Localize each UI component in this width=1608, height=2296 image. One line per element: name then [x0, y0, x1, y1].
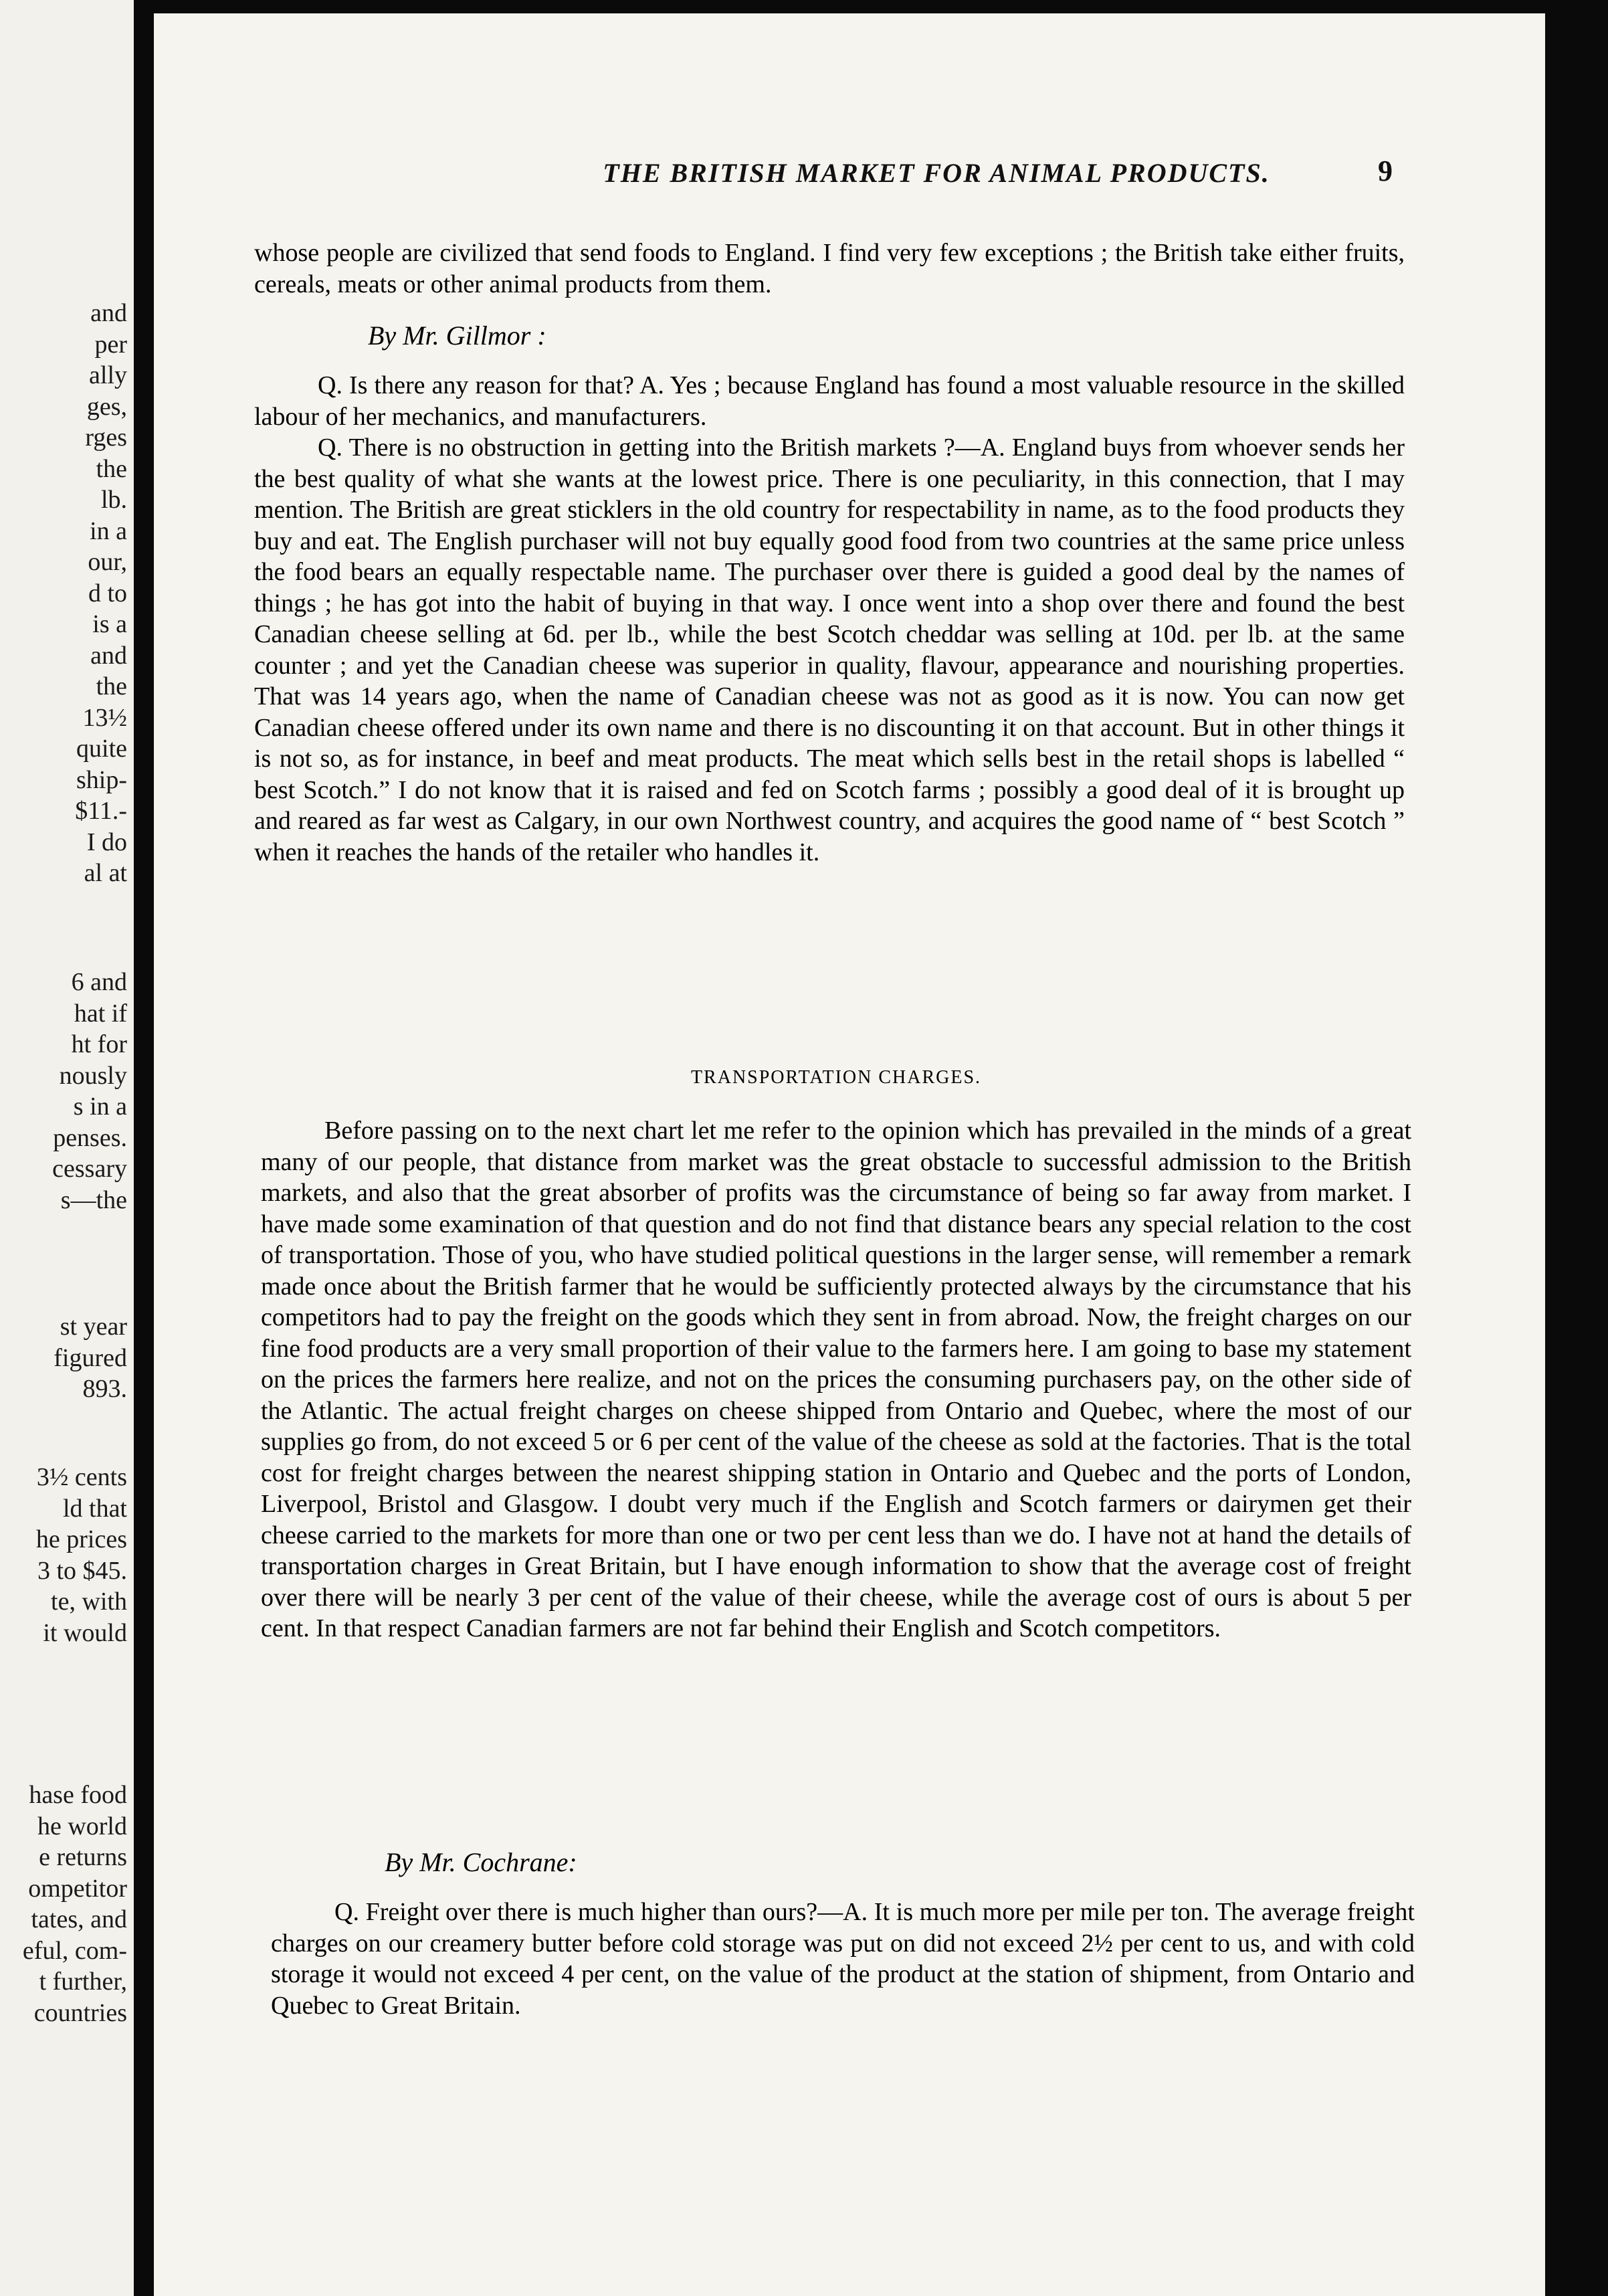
speaker-cochrane: By Mr. Cochrane:	[385, 1847, 577, 1877]
left-fragment-line: figured	[54, 1343, 127, 1372]
left-fragment-line: I do	[86, 828, 127, 856]
right-edge	[1545, 0, 1608, 2296]
intro-paragraph: whose people are civilized that send foods to England. I find very few exceptions ; the British take either fruits, cereals, meats or other animal products from them.	[254, 239, 1405, 298]
section-heading: TRANSPORTATION CHARGES.	[690, 1067, 982, 1088]
left-fragment-line: 13½	[82, 703, 127, 732]
left-fragment-line: cessary	[52, 1155, 127, 1183]
left-page-fragment	[0, 0, 134, 2296]
left-fragment-line: $11.-	[75, 797, 127, 825]
left-fragment-line: he world	[37, 1812, 127, 1840]
left-fragment-line: our,	[88, 548, 127, 576]
left-fragment-line: s in a	[73, 1092, 127, 1121]
left-fragment-line: hase food	[29, 1781, 127, 1809]
text-block-top	[254, 237, 1405, 868]
left-fragment-line: eful, com-	[22, 1936, 127, 1965]
left-fragment-line: and	[90, 299, 127, 327]
left-fragment-line: ges,	[86, 392, 127, 421]
left-fragment-line: ship-	[76, 765, 127, 794]
left-fragment-line: e returns	[39, 1843, 127, 1871]
left-fragment-line: st year	[60, 1313, 127, 1341]
page-gutter	[134, 0, 154, 2296]
page-number: 9	[1378, 155, 1393, 187]
left-fragment-line: hat if	[74, 999, 127, 1028]
left-fragment-line: is a	[92, 610, 127, 638]
text-block-bottom	[271, 1826, 1415, 2021]
left-fragment-line: rges	[85, 423, 127, 452]
speaker-gillmor: By Mr. Gillmor :	[368, 320, 546, 351]
left-fragment-line: t further,	[39, 1968, 127, 1996]
left-fragment-line: the	[96, 672, 127, 700]
left-fragment-line: d to	[88, 579, 127, 607]
left-fragment-line: penses.	[53, 1123, 127, 1152]
left-fragment-line: it would	[43, 1618, 127, 1647]
left-fragment-line: 3 to $45.	[37, 1556, 127, 1585]
text-block-middle	[261, 1034, 1411, 1644]
left-fragment-line: 3½ cents	[36, 1463, 127, 1491]
left-fragment-line: ompetitor	[28, 1874, 127, 1903]
left-fragment-line: quite	[76, 735, 127, 763]
left-fragment-line: 893.	[82, 1375, 127, 1403]
left-fragment-line: al at	[84, 859, 127, 887]
left-fragment-line: in a	[90, 516, 127, 545]
left-fragment-line: he prices	[35, 1525, 127, 1553]
left-fragment-line: ht for	[71, 1030, 127, 1058]
transport-paragraph: Before passing on to the next chart let me refer to the opinion which has prevailed in the minds of a great many of our people, that distance from market was the great obstacle to successful admission to the British markets, and also that the great absorber of profits was the circumstance of being so far away from market. I have made some examination of that question and do not find that distance bears any special relation to the cost of transportation. Those of you, who have studied political questions in the larger sense, will remember a remark made once about the British farmer that he would be sufficiently protected always by the circumstance that his competitors had to pay the freight on the goods which they sent in from abroad. Now, the freight charges on our fine food products are a very small proportion of their value to the farmers here. I am going to base my statement on the prices the farmers here realize, and not on the prices the consuming purchasers pay, on the other side of the Atlantic. The actual freight charges on cheese shipped from Ontario and Quebec, where the most of our supplies go from, do not exceed 5 or 6 per cent of the value of the cheese as sold at the factories. That is the total cost for freight charges between the nearest shipping station in Ontario and Quebec and the ports of London, Liverpool, Bristol and Glasgow. I doubt very much if the English and Scotch farmers or dairymen get their cheese carried to the markets for more than one or two per cent less than we do. I have not at hand the details of transportation charges in Great Britain, but I have enough information to show that the average cost of freight over there will be nearly 3 per cent of the value of their cheese, while the average cost of ours is about 5 per cent. In that respect Canadian farmers are not far behind their English and Scotch competitors.	[261, 1117, 1412, 1642]
left-fragment-line: the	[96, 454, 127, 483]
left-fragment-line: 6 and	[71, 968, 127, 996]
qa-paragraph-1: Q. Is there any reason for that? A. Yes ; because England has found a most valuable resource in the skilled labour of her mechanics, and manufacturers.	[254, 371, 1405, 431]
left-fragment-line: and	[90, 641, 127, 670]
left-fragment-line: ld that	[62, 1494, 127, 1523]
left-fragment-line: per	[94, 330, 127, 359]
left-fragment-line: nously	[59, 1061, 127, 1090]
left-fragment-line: tates, and	[31, 1905, 127, 1933]
qa-paragraph-2: Q. There is no obstruction in getting into the British markets ?—A. England buys from whoever sends her the best quality of what she wants at the lowest price. There is one peculiarity, in this connection, that I may mention. The British are great sticklers in the old country for respectability in name, as to the food products they buy and eat. The English purchaser will not buy equally good food from two countries at the same price unless the food bears an equally respectable name. The purchaser over there is guided a good deal by the names of things ; he has got into the habit of buying in that way. I once went into a shop over there and found the best Canadian cheese selling at 6d. per lb., while the best Scotch cheddar was selling at 10d. per lb. at the same counter ; and yet the Canadian cheese was superior in quality, flavour, appearance and nourishing properties. That was 14 years ago, when the name of Canadian cheese was not as good as it is now. You can now get Canadian cheese offered under its own name and there is no discounting it on that account. But in other things it is not so, as for instance, in beef and meat products. The meat which sells best in the retail shops is labelled “ best Scotch.” I do not know that it is raised and fed on Scotch farms ; possibly a good deal of it is brought up and reared as far west as Calgary, in our own Northwest country, and acquires the good name of “ best Scotch ” when it reaches the hands of the retailer who handles it.	[254, 434, 1405, 866]
qa-paragraph-3: Q. Freight over there is much higher than ours?—A. It is much more per mile per ton. The average freight charges on our creamery butter before cold storage was put on did not exceed 2½ per cent to us, and with cold storage it would not exceed 4 per cent, on the value of the product at the station of shipment, from Ontario and Quebec to Great Britain.	[271, 1898, 1415, 2020]
left-fragment-line: countries	[33, 1998, 127, 2027]
left-fragment-line: te, with	[51, 1588, 127, 1616]
left-fragment-line: lb.	[100, 486, 127, 514]
running-title: THE BRITISH MARKET FOR ANIMAL PRODUCTS.	[603, 158, 1270, 188]
left-fragment-line: ally	[89, 361, 127, 389]
left-fragment-line: s—the	[60, 1185, 127, 1214]
main-page	[154, 13, 1545, 2296]
